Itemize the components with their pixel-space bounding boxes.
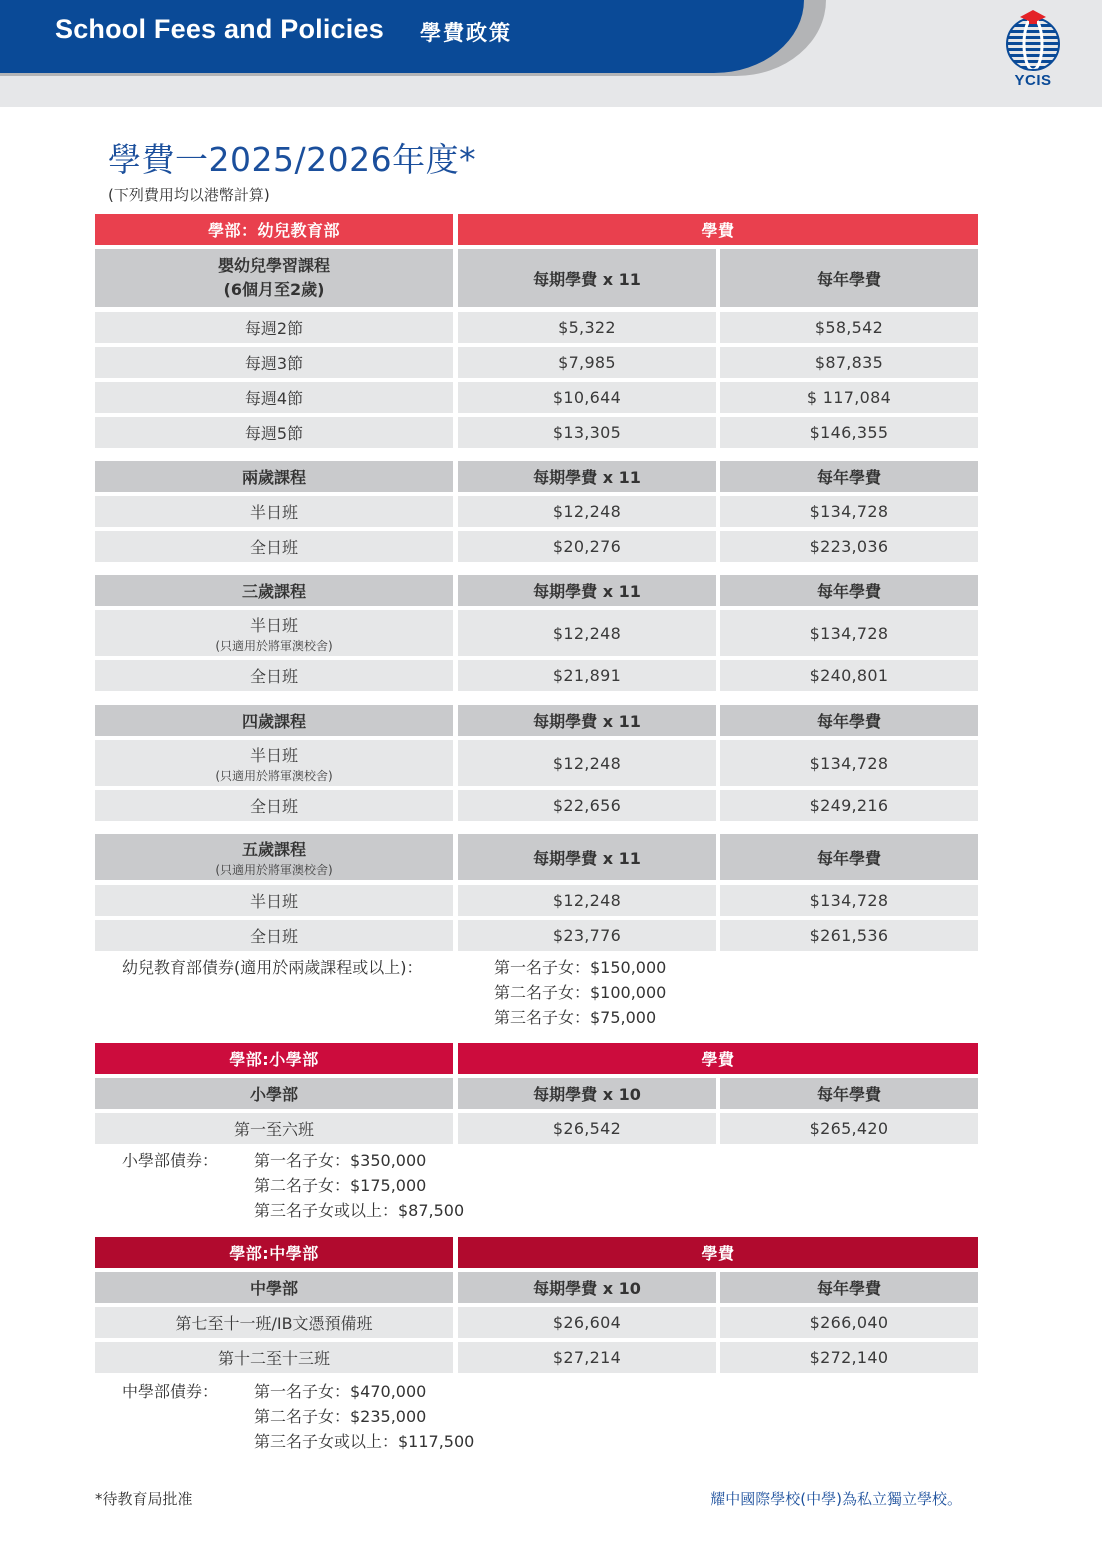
ey-debenture-label: 幼兒教育部債券(適用於兩歲課程或以上)： [122, 958, 423, 977]
secondary-header [95, 1272, 978, 1303]
campus-note: (只適用於將軍澳校舍) [215, 638, 333, 653]
annual-fee: $261,536 [720, 920, 978, 951]
row-label: 每週2節 [95, 312, 453, 343]
secondary-section-header [95, 1237, 978, 1268]
primary-header [95, 1078, 978, 1109]
footer-note: *待教育局批准 [95, 1490, 193, 1508]
annual-fee: $146,355 [720, 417, 978, 448]
row-label: 第一至六班 [95, 1113, 453, 1144]
debenture-item: 第二名子女：$235,000 [254, 1407, 427, 1426]
age4-program-name: 四歲課程 [95, 705, 453, 736]
debenture-item: 第一名子女：$150,000 [494, 958, 667, 977]
annual-fee-header: 每年學費 [720, 705, 978, 736]
term-fee: $13,305 [458, 417, 716, 448]
header-title-en: School Fees and Policies [55, 14, 384, 44]
ey-fees-label: 學費 [458, 214, 978, 245]
ey-debenture-list [494, 955, 666, 1030]
term-fee-header: 每期學費 x 11 [458, 575, 716, 606]
primary-debenture-label: 小學部債券： [122, 1151, 219, 1170]
table-row [95, 920, 978, 951]
row-label: 半日班 (只適用於將軍澳校舍) [95, 740, 453, 786]
term-fee-header: 每期學費 x 11 [458, 705, 716, 736]
row-label: 每週3節 [95, 347, 453, 378]
table-row [95, 740, 978, 786]
row-label: 第十二至十三班 [95, 1342, 453, 1373]
debenture-item: 第三名子女或以上：$117,500 [254, 1432, 475, 1451]
row-label: 全日班 [95, 660, 453, 691]
term-fee-header: 每期學費 x 11 [458, 834, 716, 880]
table-row [95, 1342, 978, 1373]
globe-icon [1000, 8, 1066, 72]
annual-fee: $134,728 [720, 610, 978, 656]
table-row [95, 347, 978, 378]
debenture-item: 第三名子女：$75,000 [494, 1008, 657, 1027]
page-title: 學費一2025/2026年度* [108, 140, 477, 179]
secondary-section-label: 學部:中學部 [95, 1237, 453, 1268]
table-row [95, 1307, 978, 1338]
term-fee-header: 每期學費 x 11 [458, 249, 716, 307]
table-row [95, 382, 978, 413]
row-label: 全日班 [95, 531, 453, 562]
debenture-item: 第二名子女：$175,000 [254, 1176, 427, 1195]
campus-note: (只適用於將軍澳校舍) [215, 768, 333, 783]
table-row [95, 660, 978, 691]
term-fee: $26,604 [458, 1307, 716, 1338]
term-fee: $12,248 [458, 740, 716, 786]
table-row [95, 885, 978, 916]
ey-age5-header [95, 834, 978, 880]
row-label: 第七至十一班/IB文憑預備班 [95, 1307, 453, 1338]
term-fee-header: 每期學費 x 11 [458, 461, 716, 492]
table-row [95, 496, 978, 527]
ey-age4-header [95, 705, 978, 736]
secondary-program-name: 中學部 [95, 1272, 453, 1303]
annual-fee: $240,801 [720, 660, 978, 691]
row-label: 半日班 [95, 885, 453, 916]
annual-fee: $265,420 [720, 1113, 978, 1144]
term-fee: $12,248 [458, 610, 716, 656]
debenture-item: 第二名子女：$100,000 [494, 983, 667, 1002]
annual-fee-header: 每年學費 [720, 1078, 978, 1109]
ey-section-header [95, 214, 978, 245]
ey-age3-header [95, 575, 978, 606]
header-title-zh: 學費政策 [420, 21, 512, 45]
secondary-fees-label: 學費 [458, 1237, 978, 1268]
annual-fee-header: 每年學費 [720, 461, 978, 492]
primary-section-header [95, 1043, 978, 1074]
term-fee: $12,248 [458, 885, 716, 916]
secondary-debenture-list [254, 1379, 474, 1454]
row-label: 每週5節 [95, 417, 453, 448]
annual-fee-header: 每年學費 [720, 1272, 978, 1303]
annual-fee: $87,835 [720, 347, 978, 378]
infant-program-name: 嬰幼兒學習課程 (6個月至2歲) [95, 249, 453, 307]
row-label: 全日班 [95, 920, 453, 951]
term-fee: $23,776 [458, 920, 716, 951]
term-fee: $7,985 [458, 347, 716, 378]
page-subtitle: (下列費用均以港幣計算) [108, 186, 270, 204]
annual-fee: $58,542 [720, 312, 978, 343]
table-row [95, 531, 978, 562]
annual-fee: $266,040 [720, 1307, 978, 1338]
age5-program-name: 五歲課程 (只適用於將軍澳校舍) [95, 834, 453, 880]
row-label: 半日班 (只適用於將軍澳校舍) [95, 610, 453, 656]
annual-fee: $223,036 [720, 531, 978, 562]
annual-fee: $272,140 [720, 1342, 978, 1373]
term-fee: $5,322 [458, 312, 716, 343]
table-row [95, 312, 978, 343]
age3-program-name: 三歲課程 [95, 575, 453, 606]
term-fee: $22,656 [458, 790, 716, 821]
primary-fees-label: 學費 [458, 1043, 978, 1074]
campus-note: (只適用於將軍澳校舍) [215, 862, 333, 877]
table-row [95, 1113, 978, 1144]
annual-fee: $134,728 [720, 496, 978, 527]
term-fee: $26,542 [458, 1113, 716, 1144]
secondary-debenture-label: 中學部債券： [122, 1382, 219, 1401]
row-label: 每週4節 [95, 382, 453, 413]
annual-fee: $134,728 [720, 740, 978, 786]
debenture-item: 第三名子女或以上：$87,500 [254, 1201, 465, 1220]
ey-age2-header [95, 461, 978, 492]
primary-section-label: 學部:小學部 [95, 1043, 453, 1074]
debenture-item: 第一名子女：$470,000 [254, 1382, 427, 1401]
debenture-item: 第一名子女：$350,000 [254, 1151, 427, 1170]
table-row [95, 790, 978, 821]
primary-debenture-list [254, 1148, 464, 1223]
term-fee: $12,248 [458, 496, 716, 527]
annual-fee-header: 每年學費 [720, 575, 978, 606]
table-row [95, 610, 978, 656]
term-fee: $21,891 [458, 660, 716, 691]
logo-text: YCIS [1014, 72, 1052, 89]
term-fee: $27,214 [458, 1342, 716, 1373]
term-fee: $10,644 [458, 382, 716, 413]
ey-infant-header [95, 249, 978, 307]
term-fee: $20,276 [458, 531, 716, 562]
footer-school-status: 耀中國際學校(中學)為私立獨立學校。 [710, 1490, 962, 1508]
term-fee-header: 每期學費 x 10 [458, 1078, 716, 1109]
annual-fee: $ 117,084 [720, 382, 978, 413]
annual-fee: $249,216 [720, 790, 978, 821]
row-label: 全日班 [95, 790, 453, 821]
primary-program-name: 小學部 [95, 1078, 453, 1109]
table-row [95, 417, 978, 448]
age2-program-name: 兩歲課程 [95, 461, 453, 492]
row-label: 半日班 [95, 496, 453, 527]
annual-fee-header: 每年學費 [720, 834, 978, 880]
ycis-logo [1000, 8, 1066, 96]
ey-section-label: 學部：幼兒教育部 [95, 214, 453, 245]
annual-fee-header: 每年學費 [720, 249, 978, 307]
term-fee-header: 每期學費 x 10 [458, 1272, 716, 1303]
annual-fee: $134,728 [720, 885, 978, 916]
